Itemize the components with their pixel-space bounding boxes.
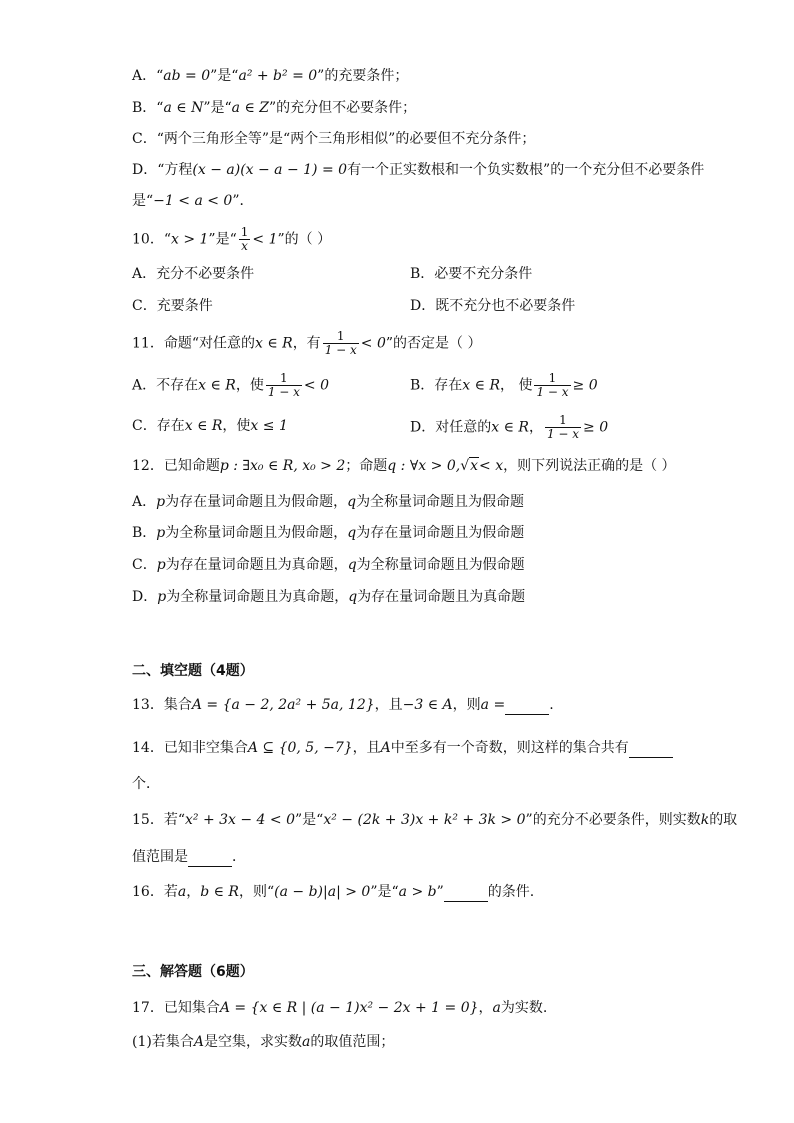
q9-option-d: D．“方程(x − a)(x − a − 1) = 0有一个正实数根和一个负实数根”的一个充分但不必要条件 xyxy=(132,162,705,178)
q17-sub1: (1)若集合A是空集，求实数a的取值范围； xyxy=(132,1034,395,1050)
q11-option-b: B．存在x ∈ R， 使 $\frac{1}{1 - x}$ ≥ 0 xyxy=(410,371,598,399)
q14: 14．已知非空集合A ⊆ {0, 5, −7}，且A中至多有一个奇数，则这样的集合共有 xyxy=(132,738,673,758)
q11-option-c: C．存在x ∈ R，使x ≤ 1 xyxy=(132,418,288,434)
q12-option-a: A．p为存在量词命题且为假命题，q为全称量词命题且为假命题 xyxy=(132,494,525,510)
q11-fraction: $\frac{1}{1 - x}$ xyxy=(324,329,357,357)
q9-option-d-cont: 是“−1 < a < 0”． xyxy=(132,193,254,209)
q10-option-a: A．充分不必要条件 xyxy=(132,266,255,282)
q10-option-b: B．必要不充分条件 xyxy=(410,266,533,282)
q12-option-b: B．p为全称量词命题且为假命题，q为存在量词命题且为假命题 xyxy=(132,525,525,541)
q17: 17．已知集合A = {x ∈ R | (a − 1)x² − 2x + 1 = 0}，a为实数. xyxy=(132,1000,548,1016)
section-solve-heading: 三、解答题（6题） xyxy=(132,964,254,980)
q11-stem: 11．命题“对任意的x ∈ R，有 $\frac{1}{1 - x}$ < 0”的否定是（ ） xyxy=(132,329,482,357)
q15: 15．若“x² + 3x − 4 < 0”是“x² − (2k + 3)x + k² + 3k > 0”的充分不必要条件，则实数k的取 xyxy=(132,812,738,828)
q10-option-d: D．既不充分也不必要条件 xyxy=(410,298,576,314)
q11-option-d: D．对任意的x ∈ R， $\frac{1}{1 - x}$ ≥ 0 xyxy=(410,413,609,441)
q15-cont: 值范围是 ． xyxy=(132,849,246,865)
q12-option-c: C．p为存在量词命题且为真命题，q为全称量词命题且为假命题 xyxy=(132,557,525,573)
q9-option-c: C．“两个三角形全等”是“两个三角形相似”的必要但不充分条件； xyxy=(132,131,536,147)
q10-fraction: $\frac{1}{x}$ xyxy=(240,225,249,253)
q10-stem: 10．“x > 1”是“ $\frac{1}{x}$ < 1”的（ ） xyxy=(132,225,332,253)
answer-blank[interactable] xyxy=(505,700,549,715)
answer-blank[interactable] xyxy=(629,743,673,758)
q9-option-b: B．“a ∈ N”是“a ∈ Z”的充分但不必要条件； xyxy=(132,100,417,116)
q11-option-a: A．不存在x ∈ R，使 $\frac{1}{1 - x}$ < 0 xyxy=(132,371,330,399)
q12-stem: 12．已知命题p : ∃x₀ ∈ R, x₀ > 2；命题q : ∀x > 0,√x< x，则下列说法正确的是（ ） xyxy=(132,458,676,474)
q14-cont: 个． xyxy=(132,776,160,792)
q10-option-c: C．充要条件 xyxy=(132,298,213,314)
answer-blank[interactable] xyxy=(188,852,232,867)
q16: 16．若a，b ∈ R，则“(a − b)|a| > 0”是“a > b” 的条件. xyxy=(132,884,535,900)
answer-blank[interactable] xyxy=(444,887,488,902)
q9-option-a: A．“ab = 0”是“a² + b² = 0”的充要条件； xyxy=(132,68,409,84)
q13: 13．集合A = {a − 2, 2a² + 5a, 12}，且−3 ∈ A，则a = . xyxy=(132,697,554,713)
q12-option-d: D．p为全称量词命题且为真命题，q为存在量词命题且为真命题 xyxy=(132,589,526,605)
section-fill-in-heading: 二、填空题（4题） xyxy=(132,663,254,679)
